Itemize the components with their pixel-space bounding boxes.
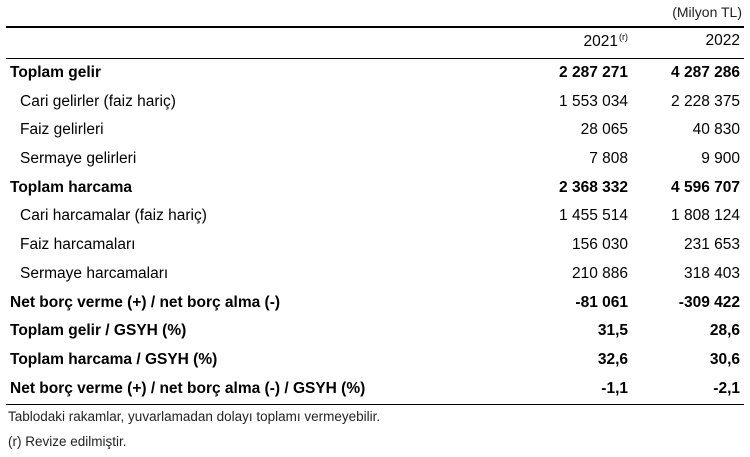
row-value-2021: 32,6 — [597, 350, 628, 368]
row-label: Sermaye harcamaları — [20, 264, 169, 282]
row-value-2022: 28,6 — [709, 322, 740, 340]
row-label: Sermaye gelirleri — [20, 150, 137, 168]
table-top-rule — [6, 26, 744, 28]
row-value-2021: 1 455 514 — [559, 207, 628, 225]
table-row — [6, 88, 744, 117]
row-label: Toplam gelir — [10, 64, 102, 81]
table-row — [6, 346, 744, 375]
row-value-2021: 7 808 — [589, 150, 628, 168]
column-header-2021 — [584, 32, 628, 51]
row-value-2021: -81 061 — [575, 293, 628, 311]
row-value-2021: -1,1 — [601, 379, 628, 397]
row-value-2021: 2 368 332 — [559, 178, 628, 196]
row-value-2022: -309 422 — [678, 293, 740, 311]
row-value-2022: -2,1 — [713, 379, 740, 397]
row-value-2021: 1 553 034 — [559, 92, 628, 110]
row-label: Net borç verme (+) / net borç alma (-) / GSYH (%) — [10, 379, 366, 397]
row-label: Cari gelirler (faiz hariç) — [20, 92, 176, 110]
table-row — [6, 260, 744, 289]
table-row — [6, 231, 744, 260]
row-label: Toplam harcama — [10, 178, 133, 196]
table-row — [6, 375, 744, 404]
row-value-2022: 318 403 — [683, 264, 740, 282]
row-value-2022: 4 287 286 — [671, 64, 740, 81]
row-label: Faiz gelirleri — [20, 121, 104, 139]
note-rounding: Tablodaki rakamlar, yuvarlamadan dolayı toplamı vermeyebilir. — [8, 409, 381, 424]
row-value-2022: 4 596 707 — [671, 178, 740, 196]
row-label: Toplam gelir / GSYH (%) — [10, 322, 187, 340]
row-label: Faiz harcamaları — [20, 236, 136, 254]
row-value-2021: 2 287 271 — [559, 64, 628, 81]
table-body — [6, 59, 744, 403]
row-value-2021: 156 030 — [571, 236, 628, 254]
column-header-2022: 2022 — [705, 32, 740, 49]
row-value-2021: 28 065 — [580, 121, 628, 139]
row-value-2022: 1 808 124 — [671, 207, 740, 225]
table-row — [6, 317, 744, 346]
table-row — [6, 289, 744, 318]
table-bottom-rule — [6, 404, 744, 405]
table-header — [6, 30, 744, 56]
row-label: Cari harcamalar (faiz hariç) — [20, 207, 207, 225]
row-value-2021: 210 886 — [571, 264, 628, 282]
table-row — [6, 174, 744, 203]
row-label: Toplam harcama / GSYH (%) — [10, 350, 218, 368]
row-value-2022: 30,6 — [709, 350, 740, 368]
row-value-2022: 2 228 375 — [671, 92, 740, 110]
row-value-2021: 31,5 — [597, 322, 628, 340]
table-row — [6, 116, 744, 145]
revised-marker: (r) — [619, 32, 628, 42]
row-label: Net borç verme (+) / net borç alma (-) — [10, 293, 281, 311]
column-header-2021-year: 2021 — [583, 33, 618, 51]
row-value-2022: 231 653 — [683, 236, 740, 254]
table-row — [6, 145, 744, 174]
row-value-2022: 40 830 — [692, 121, 740, 139]
row-value-2022: 9 900 — [701, 150, 740, 168]
note-revised: (r) Revize edilmiştir. — [8, 434, 127, 449]
unit-label: (Milyon TL) — [672, 4, 742, 20]
table-row — [6, 202, 744, 231]
table-row — [6, 59, 744, 88]
